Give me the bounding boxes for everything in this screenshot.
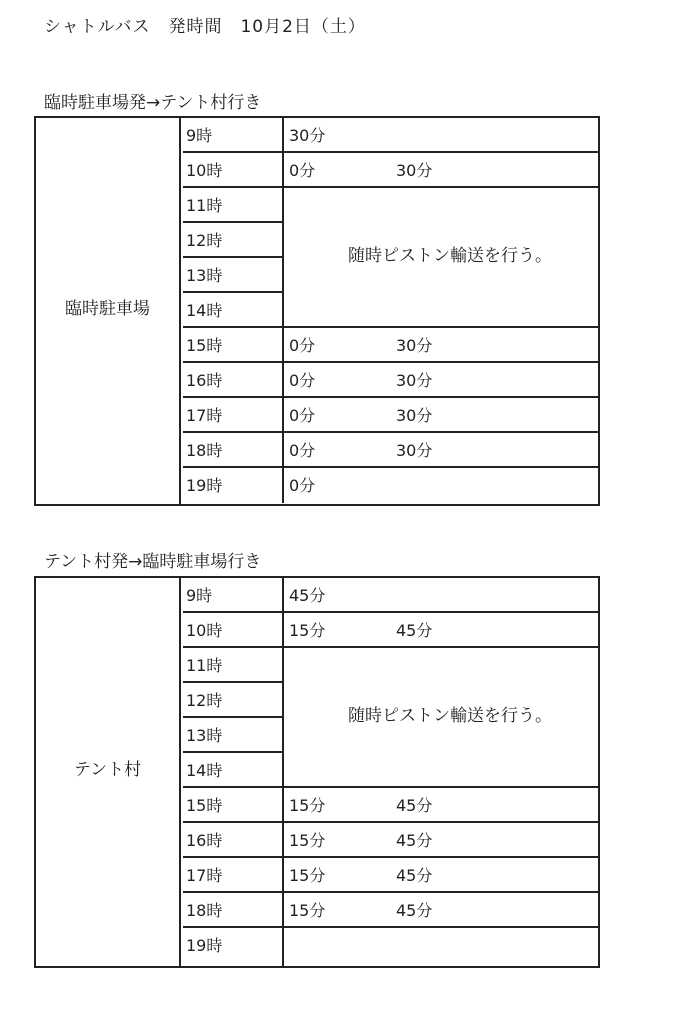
minutes-cell	[284, 468, 598, 503]
departure-minute: 30分	[289, 126, 326, 145]
departure-minute: 45分	[396, 621, 433, 640]
minutes-cell	[284, 153, 598, 188]
table-row	[183, 118, 598, 153]
table-row	[183, 468, 598, 503]
stop-name-cell: 臨時駐車場	[36, 118, 181, 504]
departure-minute: 0分	[289, 441, 316, 460]
hour-cell: 9時	[183, 118, 284, 153]
minutes-cell	[284, 858, 598, 893]
departure-minute: 0分	[289, 371, 316, 390]
departure-minute: 45分	[396, 901, 433, 920]
minutes-cell	[284, 578, 598, 613]
hour-cell: 14時	[183, 753, 284, 788]
table-row	[183, 893, 598, 928]
minutes-cell	[284, 928, 598, 963]
departure-minute: 45分	[289, 586, 326, 605]
hour-cell: 15時	[183, 788, 284, 823]
hour-cell: 13時	[183, 718, 284, 753]
section-heading-parking-to-tent: 臨時駐車場発→テント村行き	[44, 93, 262, 113]
minutes-cell	[284, 893, 598, 928]
table-row	[183, 433, 598, 468]
departure-minute: 0分	[289, 476, 316, 495]
hour-cell: 10時	[183, 153, 284, 188]
departure-minute: 45分	[396, 831, 433, 850]
departure-minute: 30分	[396, 161, 433, 180]
table-row	[183, 613, 598, 648]
table-row	[183, 788, 598, 823]
table-row	[183, 823, 598, 858]
shuttle-note-cell: 随時ピストン輸送を行う。	[284, 188, 598, 328]
hour-cell: 11時	[183, 648, 284, 683]
departure-minute: 15分	[289, 866, 326, 885]
hour-cell: 14時	[183, 293, 284, 328]
shuttle-note-cell: 随時ピストン輸送を行う。	[284, 648, 598, 788]
departure-minute: 45分	[396, 866, 433, 885]
minutes-cell	[284, 398, 598, 433]
hour-cell: 13時	[183, 258, 284, 293]
table-row	[183, 328, 598, 363]
minutes-cell	[284, 788, 598, 823]
departure-minute: 30分	[396, 441, 433, 460]
minutes-cell	[284, 328, 598, 363]
hour-cell: 18時	[183, 893, 284, 928]
departure-minute: 0分	[289, 161, 316, 180]
hour-cell: 17時	[183, 398, 284, 433]
table-row	[183, 928, 598, 963]
minutes-cell	[284, 433, 598, 468]
table-row	[183, 363, 598, 398]
hour-cell: 18時	[183, 433, 284, 468]
hour-cell: 15時	[183, 328, 284, 363]
table-row	[183, 398, 598, 433]
hour-cell: 16時	[183, 823, 284, 858]
hour-cell: 10時	[183, 613, 284, 648]
page-title: シャトルバス 発時間 10月2日（土）	[44, 17, 366, 37]
departure-minute: 0分	[289, 336, 316, 355]
hour-cell: 12時	[183, 683, 284, 718]
table-row	[183, 578, 598, 613]
departure-minute: 15分	[289, 831, 326, 850]
hour-cell: 16時	[183, 363, 284, 398]
table-row	[183, 153, 598, 188]
departure-minute: 0分	[289, 406, 316, 425]
section-heading-tent-to-parking: テント村発→臨時駐車場行き	[44, 552, 262, 572]
departure-minute: 45分	[396, 796, 433, 815]
hour-cell: 12時	[183, 223, 284, 258]
departure-minute: 15分	[289, 796, 326, 815]
hour-cell: 17時	[183, 858, 284, 893]
departure-minute: 30分	[396, 371, 433, 390]
hour-cell: 11時	[183, 188, 284, 223]
minutes-cell	[284, 613, 598, 648]
stop-name-cell: テント村	[36, 578, 181, 966]
departure-minute: 30分	[396, 336, 433, 355]
departure-minute: 30分	[396, 406, 433, 425]
timetable-parking-to-tent	[34, 116, 600, 506]
minutes-cell	[284, 118, 598, 153]
table-row	[183, 858, 598, 893]
hour-cell: 19時	[183, 468, 284, 503]
hour-cell: 9時	[183, 578, 284, 613]
hour-cell: 19時	[183, 928, 284, 966]
departure-minute: 15分	[289, 901, 326, 920]
timetable-tent-to-parking	[34, 576, 600, 968]
minutes-cell	[284, 823, 598, 858]
departure-minute: 15分	[289, 621, 326, 640]
minutes-cell	[284, 363, 598, 398]
